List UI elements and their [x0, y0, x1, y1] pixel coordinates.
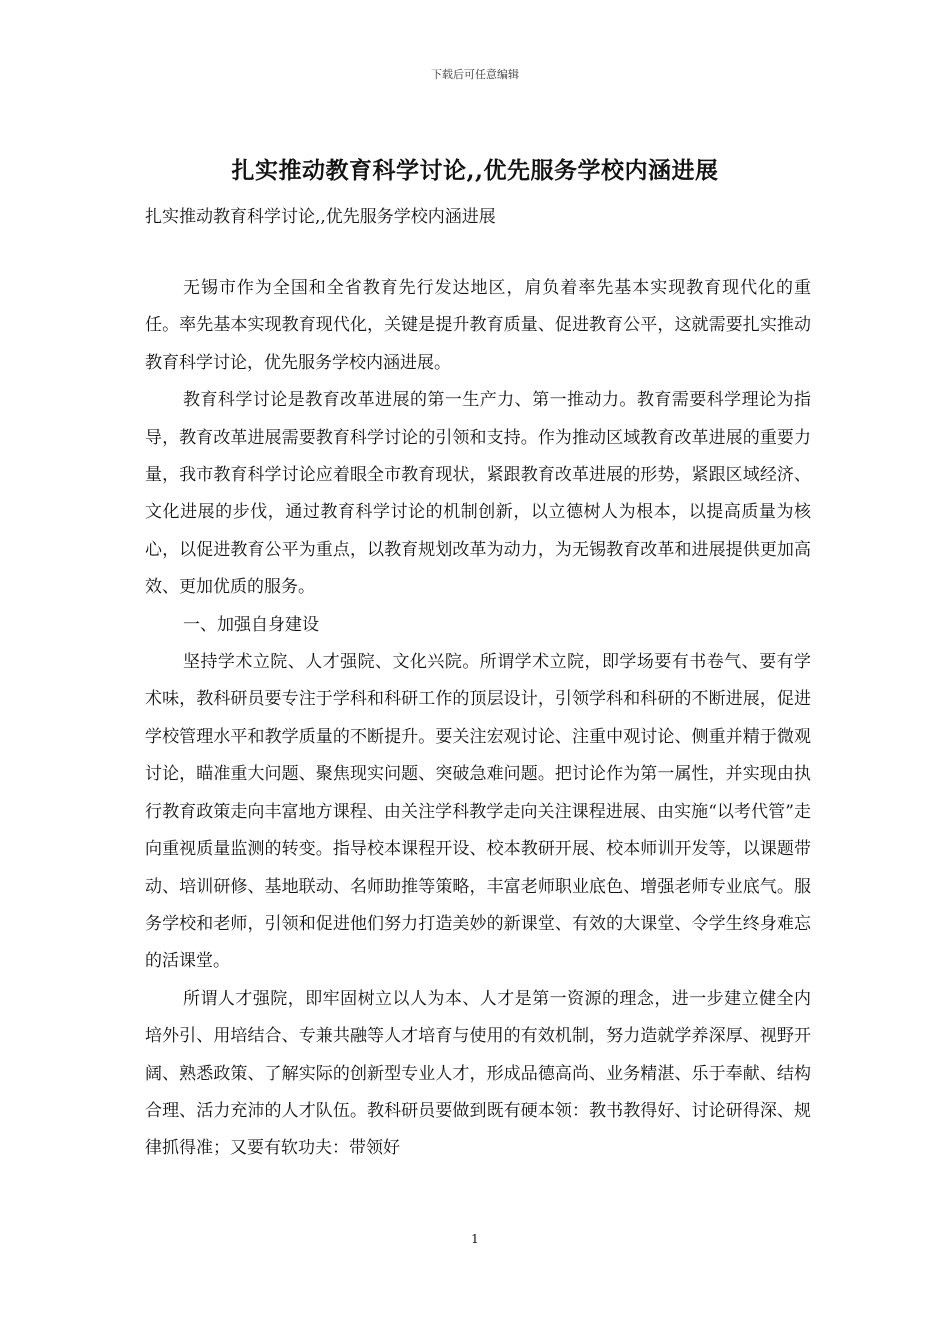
- paragraph-research-role: 教育科学讨论是教育改革进展的第一生产力、第一推动力。教育需要科学理论为指导，教育改革进展需要教育科学讨论的引领和支持。作为推动区域教育改革进展的重要力量，我市教育科学讨论应着眼全市教育现状，紧跟教育改革进展的形势，紧跟区域经济、文化进展的步伐，通过教育科学讨论的机制创新，以立德树人为根本，以提高质量为核心，以促进教育公平为重点，以教育规划改革为动力，为无锡教育改革和进展提供更加高效、更加优质的服务。: [145, 390, 811, 598]
- document-body: [145, 270, 811, 1168]
- paragraph-academic: 坚持学术立院、人才强院、文化兴院。所谓学术立院，即学场要有书卷气、要有学术味，教科研员要专注于学科和科研工作的顶层设计，引领学科和科研的不断进展，促进学校管理水平和教学质量的不断提升。要关注宏观讨论、注重中观讨论、侧重并精于微观讨论，瞄准重大问题、聚焦现实问题、突破急难问题。把讨论作为第一属性，并实现由执行教育政策走向丰富地方课程、由关注学科教学走向关注课程进展、由实施“以考代管”走向重视质量监测的转变。指导校本课程开设、校本教研开展、校本师训开发等，以课题带动、培训研修、基地联动、名师助推等策略，丰富老师职业底色、增强老师专业底气。服务学校和老师，引领和促进他们努力打造美妙的新课堂、有效的大课堂、令学生终身难忘的活课堂。: [145, 652, 811, 972]
- document-title: 扎实推动教育科学讨论,,优先服务学校内涵进展: [231, 157, 719, 184]
- page-number: 1: [471, 1232, 479, 1246]
- page-header: 下载后可任意编辑: [431, 68, 519, 81]
- paragraph-intro: 无锡市作为全国和全省教育先行发达地区，肩负着率先基本实现教育现代化的重任。率先基本实现教育现代化，关键是提升教育质量、促进教育公平，这就需要扎实推动教育科学讨论，优先服务学校内涵进展。: [145, 278, 811, 373]
- paragraph-talent: 所谓人才强院，即牢固树立以人为本、人才是第一资源的理念，进一步建立健全内培外引、用培结合、专兼共融等人才培育与使用的有效机制，努力造就学养深厚、视野开阔、熟悉政策、了解实际的创新型专业人才，形成品德高尚、业务精湛、乐于奉献、结构合理、活力充沛的人才队伍。教科研员要做到既有硬本领：教书教得好、讨论研得深、规律抓得准；又要有软功夫：带领好: [145, 988, 811, 1159]
- section-heading: 一、加强自身建设: [183, 614, 319, 635]
- document-subtitle: 扎实推动教育科学讨论,,优先服务学校内涵进展: [145, 207, 496, 227]
